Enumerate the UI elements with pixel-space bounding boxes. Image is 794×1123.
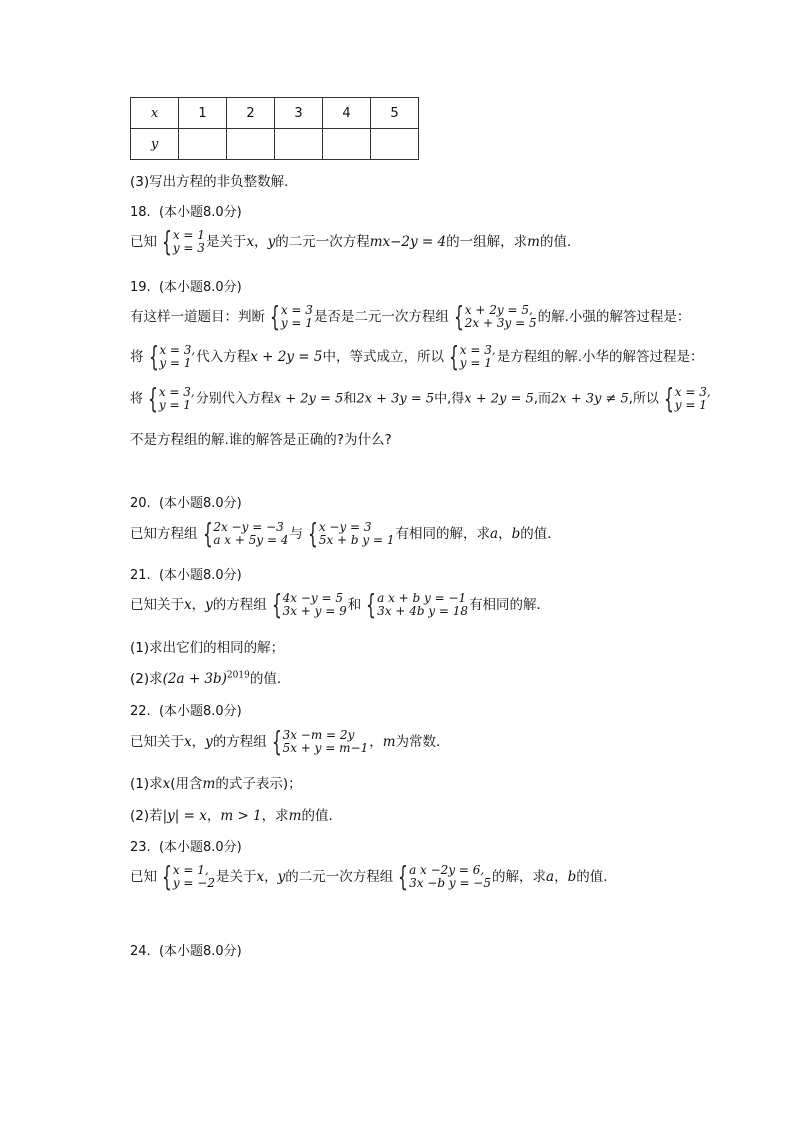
equation-line: 5x + b y = 1 xyxy=(318,533,395,547)
text: 将 xyxy=(130,349,144,365)
text: 是关于 xyxy=(205,234,247,250)
equation-system xyxy=(158,225,205,258)
text: 已知 xyxy=(130,234,157,250)
q19-line3 xyxy=(130,382,712,415)
math-equation: |y| = x xyxy=(162,808,207,824)
q20-heading: 20. (本小题8.0分) xyxy=(130,496,242,511)
text: ， xyxy=(191,597,206,613)
equation-system xyxy=(158,860,215,893)
text: 和 xyxy=(347,597,362,613)
equation-line: y = −2 xyxy=(172,876,215,890)
q21-part1: (1)求出它们的相同的解； xyxy=(130,640,285,656)
equation-system xyxy=(268,725,369,758)
equation-line: y = 1 xyxy=(158,398,191,412)
table-cell: 5 xyxy=(371,98,419,129)
equation-system xyxy=(445,340,496,373)
math-var: m xyxy=(382,734,396,750)
brace-icon: { xyxy=(453,300,464,333)
equation-line: y = 1 xyxy=(159,356,192,370)
math-equation: m > 1 xyxy=(220,808,262,824)
math-var: x xyxy=(162,776,171,792)
text: 的方程组 xyxy=(212,597,267,613)
equation-line: y = 1 xyxy=(280,316,313,330)
text: ， xyxy=(264,869,278,885)
brace-icon: { xyxy=(270,300,280,333)
table-cell xyxy=(323,129,371,160)
text: ， xyxy=(554,869,568,885)
equation-line: y = 3 xyxy=(172,241,205,255)
q19-line2 xyxy=(130,340,704,373)
math-equation: x + 2y = 5 xyxy=(273,391,344,407)
q19-heading: 19. (本小题8.0分) xyxy=(130,280,242,295)
text: 的值． xyxy=(249,671,291,687)
q21-heading: 21. (本小题8.0分) xyxy=(130,568,242,583)
math-equation: 2x + 3y ≠ 5 xyxy=(550,391,629,407)
math-var: m xyxy=(527,234,540,250)
brace-icon: { xyxy=(148,382,158,415)
equation-line: 4x −y = 5 xyxy=(282,591,343,605)
text: 的值． xyxy=(301,808,342,824)
equation-system xyxy=(660,382,711,415)
equation-system xyxy=(266,300,313,333)
equation-line: a x + 5y = 4 xyxy=(213,533,289,547)
table-cell xyxy=(371,129,419,160)
brace-icon: { xyxy=(448,340,459,373)
text: 是否是二元一次方程组 xyxy=(313,309,449,325)
text: 的式子表示)； xyxy=(215,776,302,792)
equation-system xyxy=(362,588,469,621)
q21-text xyxy=(130,588,551,621)
text: 的解，求 xyxy=(492,869,546,885)
table-cell: 4 xyxy=(323,98,371,129)
brace-icon: { xyxy=(271,725,282,758)
math-var: a xyxy=(490,526,499,542)
math-equation: mx−2y = 4 xyxy=(369,234,447,250)
text: 的二元一次方程组 xyxy=(285,869,394,885)
q21-part2 xyxy=(130,667,290,687)
equation-line: 3x −m = 2y xyxy=(282,728,355,742)
text: ,而 xyxy=(533,391,551,407)
text: ， xyxy=(206,808,221,824)
text: 的值． xyxy=(576,869,617,885)
text: 的值． xyxy=(539,234,581,250)
text: 的值． xyxy=(520,526,561,542)
q20-text xyxy=(130,517,561,550)
math-var: m xyxy=(288,808,302,824)
equation-line: x = 3 xyxy=(280,303,313,317)
q23-heading: 23. (本小题8.0分) xyxy=(130,840,242,855)
equation-system xyxy=(304,517,395,550)
equation-line: x + 2y = 5, xyxy=(464,303,533,317)
equation-system xyxy=(450,300,537,333)
text: 有这样一道题目：判断 xyxy=(130,309,265,325)
text: 的解.小强的解答过程是： xyxy=(537,309,691,325)
math-var: b xyxy=(511,526,521,542)
brace-icon: { xyxy=(307,517,318,550)
table-cell: 1 xyxy=(179,98,227,129)
text: ， xyxy=(498,526,512,542)
math-expression: (2a + 3b) xyxy=(162,671,227,687)
math-var: y xyxy=(205,734,213,750)
math-equation: 2x + 3y = 5 xyxy=(356,391,435,407)
q22-heading: 22. (本小题8.0分) xyxy=(130,704,242,719)
equation-line: 5x + y = m−1 xyxy=(282,741,369,755)
equation-system xyxy=(268,588,347,621)
table-cell: 2 xyxy=(227,98,275,129)
text: 和 xyxy=(343,391,357,407)
math-var: b xyxy=(567,869,577,885)
q24-heading: 24. (本小题8.0分) xyxy=(130,944,242,959)
math-var: x xyxy=(184,597,192,613)
brace-icon: { xyxy=(663,382,674,415)
equation-line: x = 1 xyxy=(172,228,205,242)
math-var: y xyxy=(277,869,286,885)
equation-line: 3x −b y = −5 xyxy=(409,876,491,890)
q18-heading: 18. (本小题8.0分) xyxy=(130,205,242,220)
math-var: a xyxy=(546,869,555,885)
brace-icon: { xyxy=(398,860,409,893)
text: 的一组解，求 xyxy=(446,234,528,250)
q22-text xyxy=(130,725,450,758)
text: 已知 xyxy=(130,869,157,885)
math-var: x xyxy=(256,869,265,885)
brace-icon: { xyxy=(162,860,172,893)
equation-line: 3x + y = 9 xyxy=(282,604,347,618)
table-cell: 3 xyxy=(275,98,323,129)
text: ,所以 xyxy=(628,391,659,407)
text: (2)若 xyxy=(130,808,163,824)
math-var: y xyxy=(205,597,213,613)
text: 代入方程 xyxy=(196,349,251,365)
equation-system xyxy=(145,340,196,373)
q22-part2 xyxy=(130,804,342,824)
table-cell: x xyxy=(131,98,179,129)
text: 已知关于 xyxy=(130,597,184,613)
q23-text xyxy=(130,860,617,893)
equation-line: x = 3, xyxy=(158,385,195,399)
equation-system xyxy=(144,382,195,415)
equation-system xyxy=(394,860,491,893)
brace-icon: { xyxy=(202,517,213,550)
math-var: y xyxy=(267,234,276,250)
text: 的方程组 xyxy=(212,734,267,750)
math-var: x xyxy=(246,234,255,250)
equation-line: y = 1 xyxy=(459,356,492,370)
table-cell xyxy=(227,129,275,160)
q22-part1 xyxy=(130,772,302,792)
brace-icon: { xyxy=(162,225,172,258)
xy-table xyxy=(130,97,419,160)
table-cell xyxy=(179,129,227,160)
equation-line: a x + b y = −1 xyxy=(377,591,467,605)
text: ， xyxy=(369,734,383,750)
q18-text xyxy=(130,225,581,258)
equation-line: y = 1 xyxy=(674,398,707,412)
text: 是方程组的解.小华的解答过程是： xyxy=(496,349,704,365)
equation-line: 2x −y = −3 xyxy=(213,520,284,534)
text: (1)求 xyxy=(130,776,163,792)
text: (2)求 xyxy=(130,671,163,687)
math-equation: x + 2y = 5 xyxy=(464,391,534,407)
text: (用含 xyxy=(170,776,203,792)
text: 是关于 xyxy=(215,869,257,885)
text: 有相同的解． xyxy=(469,597,551,613)
equation-line: 2x + 3y = 5 xyxy=(464,316,537,330)
equation-line: a x −2y = 6, xyxy=(409,863,485,877)
math-exponent: 2019 xyxy=(226,670,250,681)
text: 中,得 xyxy=(434,391,465,407)
equation-line: x −y = 3 xyxy=(318,520,372,534)
table-row xyxy=(131,129,419,160)
q17-part3: (3)写出方程的非负整数解． xyxy=(130,174,298,190)
math-var: x xyxy=(184,734,192,750)
text: ， xyxy=(191,734,206,750)
equation-line: x = 1, xyxy=(172,863,209,877)
math-equation: x + 2y = 5 xyxy=(250,349,323,365)
text: 已知方程组 xyxy=(130,526,198,542)
table-cell xyxy=(275,129,323,160)
equation-line: 3x + 4b y = 18 xyxy=(377,604,469,618)
brace-icon: { xyxy=(366,588,377,621)
equation-system xyxy=(199,517,289,550)
text: 将 xyxy=(130,391,144,407)
text: 为常数． xyxy=(395,734,450,750)
text: 中，等式成立，所以 xyxy=(322,349,444,365)
text: 的二元一次方程 xyxy=(275,234,370,250)
equation-line: x = 3, xyxy=(674,385,711,399)
text: 与 xyxy=(289,526,303,542)
text: ， xyxy=(254,234,268,250)
brace-icon: { xyxy=(271,588,282,621)
brace-icon: { xyxy=(148,340,159,373)
q19-line4: 不是方程组的解.谁的解答是正确的?为什么? xyxy=(130,432,392,448)
text: 有相同的解，求 xyxy=(395,526,490,542)
equation-line: x = 3, xyxy=(159,343,196,357)
q19-line1 xyxy=(130,300,691,333)
math-var: m xyxy=(202,776,216,792)
text: 分别代入方程 xyxy=(195,391,274,407)
text: 已知关于 xyxy=(130,734,184,750)
table-row xyxy=(131,98,419,129)
equation-line: x = 3, xyxy=(459,343,496,357)
table-cell: y xyxy=(131,129,179,160)
text: ，求 xyxy=(261,808,289,824)
